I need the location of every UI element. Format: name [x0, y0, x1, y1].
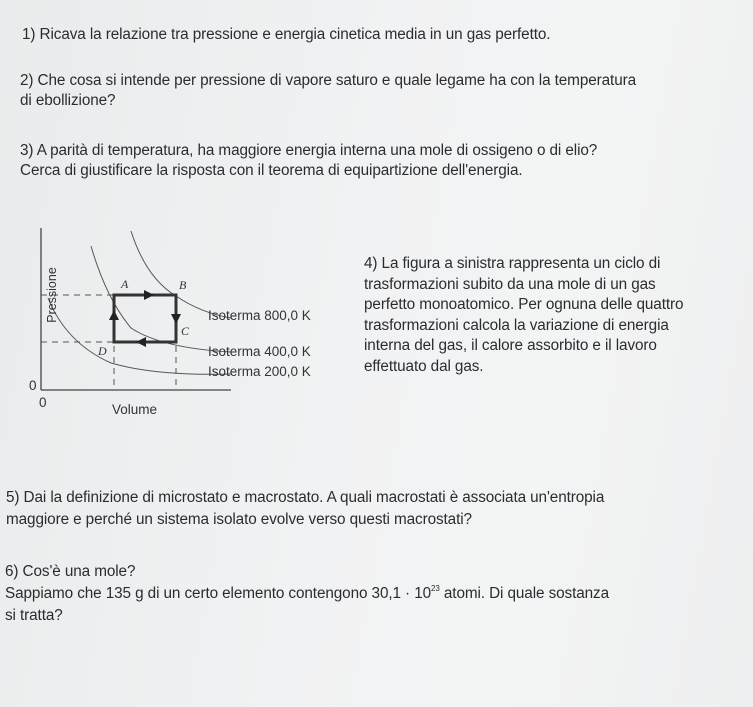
arrow-d-to-a: [109, 310, 119, 320]
question-4-line-6: effettuato dal gas.: [364, 357, 484, 375]
pv-cycle-diagram: [26, 228, 346, 428]
question-4-line-2: trasformazioni subito da una mole di un gas: [364, 275, 656, 293]
point-d-label: D: [98, 344, 107, 358]
origin-y-label: 0: [29, 378, 37, 393]
question-1: [22, 25, 737, 45]
arrow-c-to-d: [136, 337, 146, 347]
question-3-line-2: Cerca di giustificare la risposta con il teorema di equipartizione dell'energia.: [20, 162, 523, 179]
point-c-label: C: [181, 324, 190, 338]
question-6-line-2: [5, 583, 750, 605]
isotherm-200-label: Isoterma 200,0 K: [208, 364, 311, 379]
isotherm-400-curve: [91, 246, 231, 352]
isotherm-200-curve: [48, 298, 231, 374]
question-3: [20, 141, 745, 181]
question-4-line-1: 4) La figura a sinistra rappresenta un ciclo di: [364, 255, 661, 272]
isotherm-400-label: Isoterma 400,0 K: [208, 344, 311, 359]
question-4-line-4: trasformazioni calcola la variazione di energia: [364, 316, 669, 334]
question-6-line-2-end: atomi. Di quale sostanza: [439, 585, 609, 602]
question-6: [5, 561, 750, 627]
question-2: [20, 71, 745, 111]
point-a-label: A: [121, 277, 129, 291]
arrow-a-to-b: [144, 290, 154, 300]
question-2-line-1: 2) Che cosa si intende per pressione di vapore saturo e quale legame ha con la temperatura: [20, 72, 636, 89]
question-1-text: 1) Ricava la relazione tra pressione e energia cinetica media in un gas perfetto.: [22, 26, 551, 43]
question-4-line-5: interna del gas, il calore assorbito e il lavoro: [364, 337, 657, 355]
arrow-b-to-c: [171, 314, 181, 324]
point-b-label: B: [179, 278, 187, 292]
question-6-line-1: 6) Cos'è una mole?: [5, 563, 136, 580]
question-2-line-2: di ebollizione?: [20, 92, 116, 109]
question-6-line-3: si tratta?: [5, 607, 63, 624]
question-6-exponent: 23: [431, 584, 440, 593]
question-5-line-1: 5) Dai la definizione di microstato e macrostato. A quali macrostati è associata un'entropia: [6, 489, 605, 506]
question-5: [6, 487, 746, 531]
x-axis-label: Volume: [112, 402, 158, 417]
y-axis-label: Pressione: [45, 267, 59, 323]
question-4: [364, 254, 749, 378]
question-3-line-1: 3) A parità di temperatura, ha maggiore energia interna una mole di ossigeno o di elio?: [20, 142, 598, 159]
question-4-line-3: perfetto monoatomico. Per ognuna delle quattro: [364, 296, 684, 314]
isotherm-800-curve: [131, 231, 231, 318]
question-6-line-2-start: Sappiamo che 135 g di un certo elemento contengono 30,1 · 10: [5, 585, 432, 602]
isotherm-800-label: Isoterma 800,0 K: [208, 308, 311, 323]
origin-x-label: 0: [39, 395, 47, 410]
question-5-line-2: maggiore e perché un sistema isolato evolve verso questi macrostati?: [6, 511, 472, 528]
